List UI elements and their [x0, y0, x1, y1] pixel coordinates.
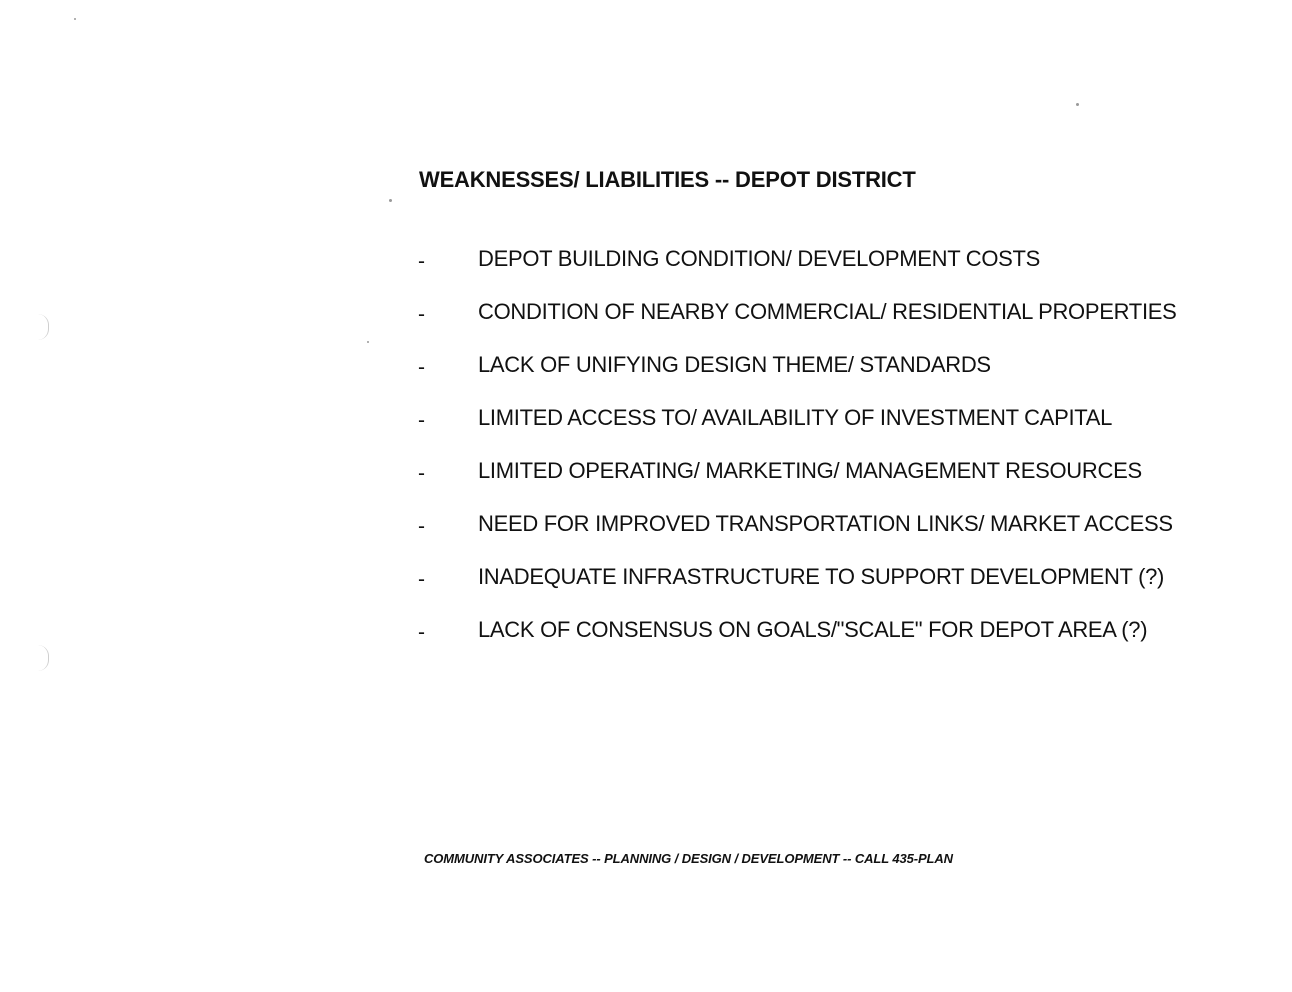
list-item-text: INADEQUATE INFRASTRUCTURE TO SUPPORT DEVELOPMENT (?) — [478, 564, 1165, 589]
bullet-dash: - — [418, 568, 425, 591]
bullet-dash: - — [418, 462, 425, 485]
margin-mark — [38, 645, 49, 671]
list-item-text: DEPOT BUILDING CONDITION/ DEVELOPMENT COSTS — [478, 246, 1041, 271]
bullet-dash: - — [418, 303, 425, 326]
scan-speck — [367, 341, 369, 343]
list-item-text: LACK OF UNIFYING DESIGN THEME/ STANDARDS — [478, 352, 991, 377]
margin-mark — [38, 314, 49, 340]
list-item-text: LACK OF CONSENSUS ON GOALS/"SCALE" FOR DEPOT AREA (?) — [478, 617, 1148, 642]
bullet-dash: - — [418, 356, 425, 379]
bullet-dash: - — [418, 515, 425, 538]
page-footer: COMMUNITY ASSOCIATES -- PLANNING / DESIGN / DEVELOPMENT -- CALL 435-PLAN — [424, 851, 953, 866]
bullet-dash: - — [418, 621, 425, 644]
scan-speck — [74, 18, 76, 20]
list-item-text: LIMITED ACCESS TO/ AVAILABILITY OF INVESTMENT CAPITAL — [478, 405, 1113, 430]
list-item-text: LIMITED OPERATING/ MARKETING/ MANAGEMENT RESOURCES — [478, 458, 1142, 483]
scan-speck — [1076, 103, 1079, 106]
page-title: WEAKNESSES/ LIABILITIES -- DEPOT DISTRICT — [419, 167, 916, 192]
scan-speck — [389, 199, 392, 202]
bullet-dash: - — [418, 250, 425, 273]
bullet-dash: - — [418, 409, 425, 432]
list-item-text: CONDITION OF NEARBY COMMERCIAL/ RESIDENTIAL PROPERTIES — [478, 299, 1177, 324]
list-item-text: NEED FOR IMPROVED TRANSPORTATION LINKS/ MARKET ACCESS — [478, 511, 1173, 536]
